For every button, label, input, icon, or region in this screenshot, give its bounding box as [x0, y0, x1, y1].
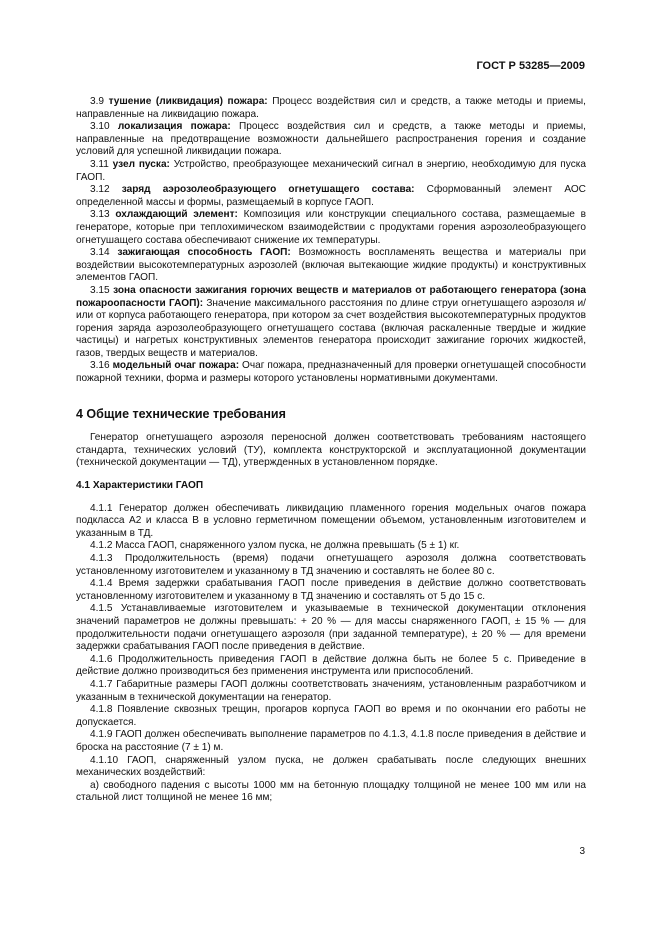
requirement-item: 4.1.9 ГАОП должен обеспечивать выполнение параметров по 4.1.3, 4.1.8 после приведения в действие и броска на расстояние (7 ± 1) м.: [76, 729, 586, 753]
doc-code-header: ГОСТ Р 53285—2009: [476, 60, 585, 72]
definition-item: 3.14 зажигающая способность ГАОП: Возможность воспламенять вещества и материалы при воздействии высокотемпературных аэрозолей (включая вытекающие жидкие продукты) и конструктивных элементов ГАОП.: [76, 247, 586, 284]
requirement-item: 4.1.4 Время задержки срабатывания ГАОП после приведения в действие должно соответствовать установленному изготовителем и указанному в ТД значению и составлять от 5 до 15 с.: [76, 578, 586, 602]
requirement-subitem: а) свободного падения с высоты 1000 мм на бетонную площадку толщиной не менее 100 мм или на стальной лист толщиной не менее 16 мм;: [76, 779, 586, 804]
definition-item: 3.13 охлаждающий элемент: Композиция или конструкции специального состава, размещаемые в генераторе, которые при теплохимическом взаимодействии с продуктами горения аэрозолеобразующего огнетушащего состава обеспечивают снижение их температуры.: [76, 209, 586, 246]
definition-item: 3.12 заряд аэрозолеобразующего огнетушащего состава: Сформованный элемент АОС определенной массы и формы, размещаемый в корпусе ГАОП.: [76, 184, 586, 208]
requirement-item: 4.1.6 Продолжительность приведения ГАОП в действие должна быть не более 5 с. Приведение в действие должно производиться без применения инструмента или приспособлений.: [76, 653, 586, 678]
page-number: 3: [579, 846, 585, 857]
requirement-item: 4.1.2 Масса ГАОП, снаряженного узлом пуска, не должна превышать (5 ± 1) кг.: [90, 540, 460, 552]
section-title: 4 Общие технические требования: [76, 406, 286, 421]
definition-item: 3.9 тушение (ликвидация) пожара: Процесс воздействия сил и средств, а также методы и приемы, направленные на ликвидацию пожара.: [76, 96, 586, 120]
definition-item: 3.11 узел пуска: Устройство, преобразующее механический сигнал в энергию, необходимую для пуска ГАОП.: [76, 158, 586, 183]
requirement-item: 4.1.8 Появление сквозных трещин, прогаров корпуса ГАОП во время и по окончании его работы не допускается.: [76, 704, 586, 728]
requirement-item: 4.1.1 Генератор должен обеспечивать ликвидацию пламенного горения модельных очагов пожара подкласса А2 и класса В в условно герметичном помещении объемом, установленным изготовителем и указанным в ТД.: [76, 502, 586, 539]
definitions-list: [76, 96, 586, 386]
requirement-item: 4.1.5 Устанавливаемые изготовителем и указываемые в технической документации отклонения значений параметров не должны превышать: + 20 % — для массы снаряженного ГАОП, ± 15 % — для продолжительности подачи огнетушащего аэрозоля (при заданной температуре), ± 20 % — для времени задержки срабатывания ГАОП после приведения в действие.: [76, 603, 586, 653]
page-content: [76, 96, 586, 805]
section-intro: Генератор огнетушащего аэрозоля переносной должен соответствовать требованиям настоящего стандарта, технических условий (ТУ), комплекта конструкторской и эксплуатационной документации (технической документации — ТД), утвержденных в установленном порядке.: [76, 432, 586, 469]
definition-item: 3.16 модельный очаг пожара: Очаг пожара, предназначенный для проверки огнетушащей способности пожарной техники, форма и размеры которого установлены нормативными документами.: [76, 360, 586, 385]
requirement-item: 4.1.10 ГАОП, снаряженный узлом пуска, не должен срабатывать после следующих внешних механических воздействий:: [76, 754, 586, 779]
requirement-item: 4.1.7 Габаритные размеры ГАОП должны соответствовать значениям, установленным разработчиком и указанным в технической документации на генератор.: [76, 678, 586, 703]
definition-item: 3.10 локализация пожара: Процесс воздействия сил и средств, а также методы и приемы, направленные на предотвращение возможности дальнейшего распространения горения и создание условий для успешной ликвидации пожара.: [76, 121, 586, 158]
requirement-item: 4.1.3 Продолжительность (время) подачи огнетушащего аэрозоля должна соответствовать установленному изготовителем и указанному в ТД значению и составлять не более 80 с.: [76, 553, 586, 577]
subsection-title: 4.1 Характеристики ГАОП: [76, 480, 204, 492]
definition-item: 3.15 зона опасности зажигания горючих веществ и материалов от работающего генератора (зона пожароопасности ГАОП): Значение максимального расстояния по длине струи огнетушащего аэрозоля и/или от корпуса работающего генератора, при котором за счет воздействия высокотемпературных продуктов горения заряда аэрозолеобразующего огнетушащего состава (включая раскаленные твердые и жидкие частицы) и нагретых конструктивных элементов генератора происходит зажигание горючих жидкостей, газов, твердых веществ и материалов.: [76, 284, 586, 359]
